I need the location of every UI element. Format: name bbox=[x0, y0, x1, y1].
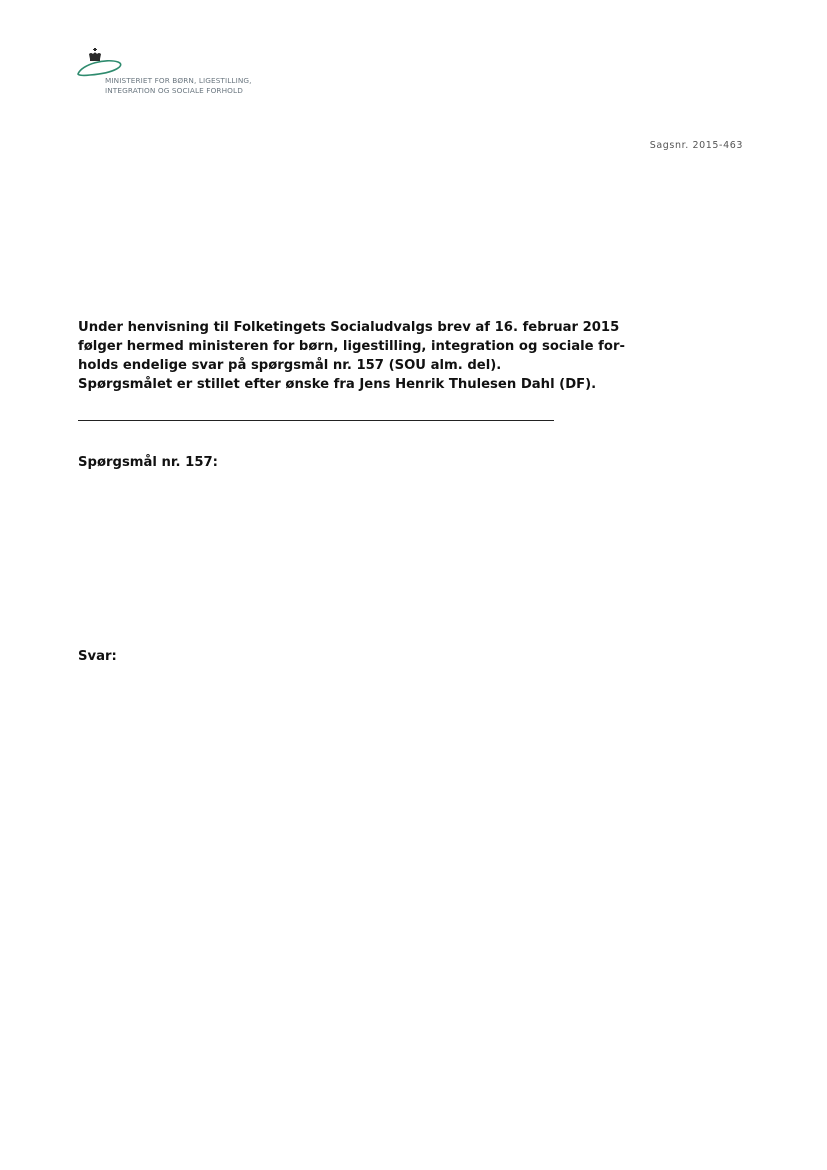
intro-line: Spørgsmålet er stillet efter ønske fra Jens Henrik Thulesen Dahl (DF). bbox=[78, 377, 597, 392]
intro-line: følger hermed ministeren for børn, ligestilling, integration og sociale for- bbox=[78, 339, 625, 354]
intro-line: holds endelige svar på spørgsmål nr. 157 (SOU alm. del). bbox=[78, 358, 502, 373]
case-number: Sagsnr. 2015-463 bbox=[649, 140, 743, 151]
answer-heading: Svar: bbox=[78, 649, 117, 664]
question-heading: Spørgsmål nr. 157: bbox=[78, 455, 218, 470]
intro-line: Under henvisning til Folketingets Socialudvalgs brev af 16. februar 2015 bbox=[78, 320, 620, 335]
ministry-name-line2: INTEGRATION OG SOCIALE FORHOLD bbox=[105, 86, 243, 95]
ministry-name-line1: MINISTERIET FOR BØRN, LIGESTILLING, bbox=[105, 76, 252, 85]
divider bbox=[78, 420, 554, 421]
crown-icon bbox=[76, 46, 276, 80]
intro-paragraph bbox=[78, 318, 625, 394]
ministry-name bbox=[105, 76, 252, 96]
ministry-logo bbox=[76, 46, 276, 98]
